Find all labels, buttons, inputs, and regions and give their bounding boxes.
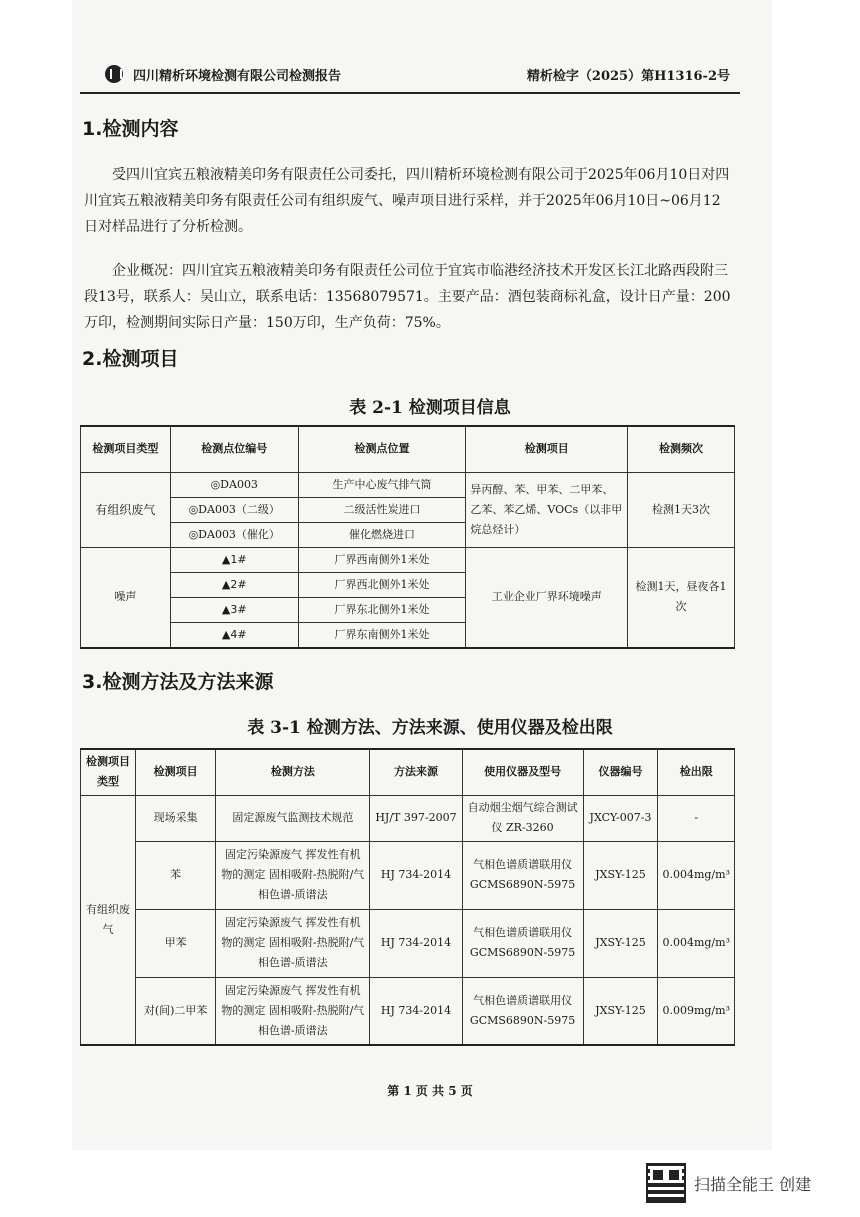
table-2-caption: 表 3-1 检测方法、方法来源、使用仪器及检出限 [247, 718, 613, 738]
location-cell: 厂界东南侧外1米处 [298, 622, 466, 648]
table-header-row [81, 426, 735, 472]
section-1-paragraph-1 [84, 162, 732, 240]
header-cell: 检测项目 [466, 426, 628, 472]
section-3-title: 3.检测方法及方法来源 [82, 671, 274, 693]
scanner-label: 扫描全能王 创建 [694, 1174, 812, 1194]
location-cell: 厂界西南侧外1米处 [298, 547, 466, 572]
items-cell: 工业企业厂界环境噪声 [466, 547, 628, 648]
qr-code-icon [646, 1163, 686, 1203]
table-row [81, 472, 735, 497]
method-cell: 固定污染源废气 挥发性有机物的测定 固相吸附-热脱附/气相色谱-质谱法 [216, 977, 370, 1045]
type-cell: 有组织废气 [81, 795, 136, 1045]
source-cell: HJ 734-2014 [370, 841, 462, 909]
paragraph-text: 受四川宜宾五粮液精美印务有限责任公司委托，四川精析环境检测有限公司于2025年06月10日对四川宜宾五粮液精美印务有限责任公司有组织废气、噪声项目进行采样，并于2025年06月10日~06月12日对样品进行了分析检测。 [84, 167, 730, 235]
section-1-title: 1.检测内容 [82, 118, 179, 140]
table-row [81, 547, 735, 572]
source-cell: HJ 734-2014 [370, 909, 462, 977]
report-header [105, 60, 730, 88]
header-cell: 检测方法 [216, 749, 370, 795]
header-cell: 使用仪器及型号 [462, 749, 583, 795]
source-cell: HJ/T 397-2007 [370, 795, 462, 841]
table-row [81, 795, 735, 841]
item-cell: 甲苯 [135, 909, 215, 977]
inst-no-cell: JXSY-125 [583, 977, 658, 1045]
header-divider [80, 92, 740, 94]
code-cell: ◎DA003（催化） [170, 522, 298, 547]
section-1-paragraph-2 [84, 258, 732, 336]
table-2 [80, 748, 735, 1046]
instrument-cell: 自动烟尘烟气综合测试仪 ZR-3260 [462, 795, 583, 841]
freq-cell: 检测1天3次 [628, 472, 735, 547]
code-cell: ◎DA003 [170, 472, 298, 497]
method-cell: 固定污染源废气 挥发性有机物的测定 固相吸附-热脱附/气相色谱-质谱法 [216, 909, 370, 977]
header-cell: 检测点位置 [298, 426, 466, 472]
header-cell: 检测项目 [135, 749, 215, 795]
limit-cell: 0.009mg/m³ [658, 977, 735, 1045]
items-cell: 异丙醇、苯、甲苯、二甲苯、乙苯、苯乙烯、VOCs（以非甲烷总烃计） [466, 472, 628, 547]
inst-no-cell: JXSY-125 [583, 841, 658, 909]
table-header-row [81, 749, 735, 795]
location-cell: 二级活性炭进口 [298, 497, 466, 522]
instrument-cell: 气相色谱质谱联用仪 GCMS6890N-5975 [462, 909, 583, 977]
table-1-caption: 表 2-1 检测项目信息 [349, 398, 511, 418]
code-cell: ▲1# [170, 547, 298, 572]
table-1 [80, 425, 735, 649]
scanner-watermark [646, 1163, 811, 1203]
header-cell: 仪器编号 [583, 749, 658, 795]
item-cell: 苯 [135, 841, 215, 909]
header-report-number: 精析检字（2025）第H1316-2号 [526, 68, 730, 84]
code-cell: ▲4# [170, 622, 298, 648]
page-number: 第 1 页 共 5 页 [387, 1084, 473, 1098]
header-cell: 检测频次 [628, 426, 735, 472]
method-cell: 固定污染源废气 挥发性有机物的测定 固相吸附-热脱附/气相色谱-质谱法 [216, 841, 370, 909]
location-cell: 催化燃烧进口 [298, 522, 466, 547]
header-cell: 方法来源 [370, 749, 462, 795]
table-row [81, 909, 735, 977]
instrument-cell: 气相色谱质谱联用仪 GCMS6890N-5975 [462, 977, 583, 1045]
header-cell: 检测项目类型 [81, 426, 171, 472]
limit-cell: 0.004mg/m³ [658, 841, 735, 909]
limit-cell: 0.004mg/m³ [658, 909, 735, 977]
inst-no-cell: JXCY-007-3 [583, 795, 658, 841]
type-cell: 有组织废气 [81, 472, 171, 547]
location-cell: 厂界西北侧外1米处 [298, 572, 466, 597]
freq-cell: 检测1天，昼夜各1次 [628, 547, 735, 648]
paragraph-text: 企业概况：四川宜宾五粮液精美印务有限责任公司位于宜宾市临港经济技术开发区长江北路西段附三段13号，联系人：吴山立，联系电话：13568079571。主要产品：酒包装商标礼盒，设计日产量：200万印，检测期间实际日产量：150万印，生产负荷：75%。 [84, 263, 731, 331]
header-cell: 检出限 [658, 749, 735, 795]
location-cell: 生产中心废气排气筒 [298, 472, 466, 497]
table-row [81, 977, 735, 1045]
table-row [81, 841, 735, 909]
location-cell: 厂界东北侧外1米处 [298, 597, 466, 622]
inst-no-cell: JXSY-125 [583, 909, 658, 977]
type-cell: 噪声 [81, 547, 171, 648]
header-org: 四川精析环境检测有限公司检测报告 [133, 68, 342, 84]
item-cell: 对(间)二甲苯 [135, 977, 215, 1045]
method-cell: 固定源废气监测技术规范 [216, 795, 370, 841]
instrument-cell: 气相色谱质谱联用仪 GCMS6890N-5975 [462, 841, 583, 909]
code-cell: ▲2# [170, 572, 298, 597]
item-cell: 现场采集 [135, 795, 215, 841]
code-cell: ▲3# [170, 597, 298, 622]
header-cell: 检测项目类型 [81, 749, 136, 795]
header-cell: 检测点位编号 [170, 426, 298, 472]
limit-cell: - [658, 795, 735, 841]
source-cell: HJ 734-2014 [370, 977, 462, 1045]
header-left [105, 65, 341, 84]
code-cell: ◎DA003（二级） [170, 497, 298, 522]
section-2-title: 2.检测项目 [82, 348, 179, 370]
company-logo-icon [105, 65, 123, 83]
